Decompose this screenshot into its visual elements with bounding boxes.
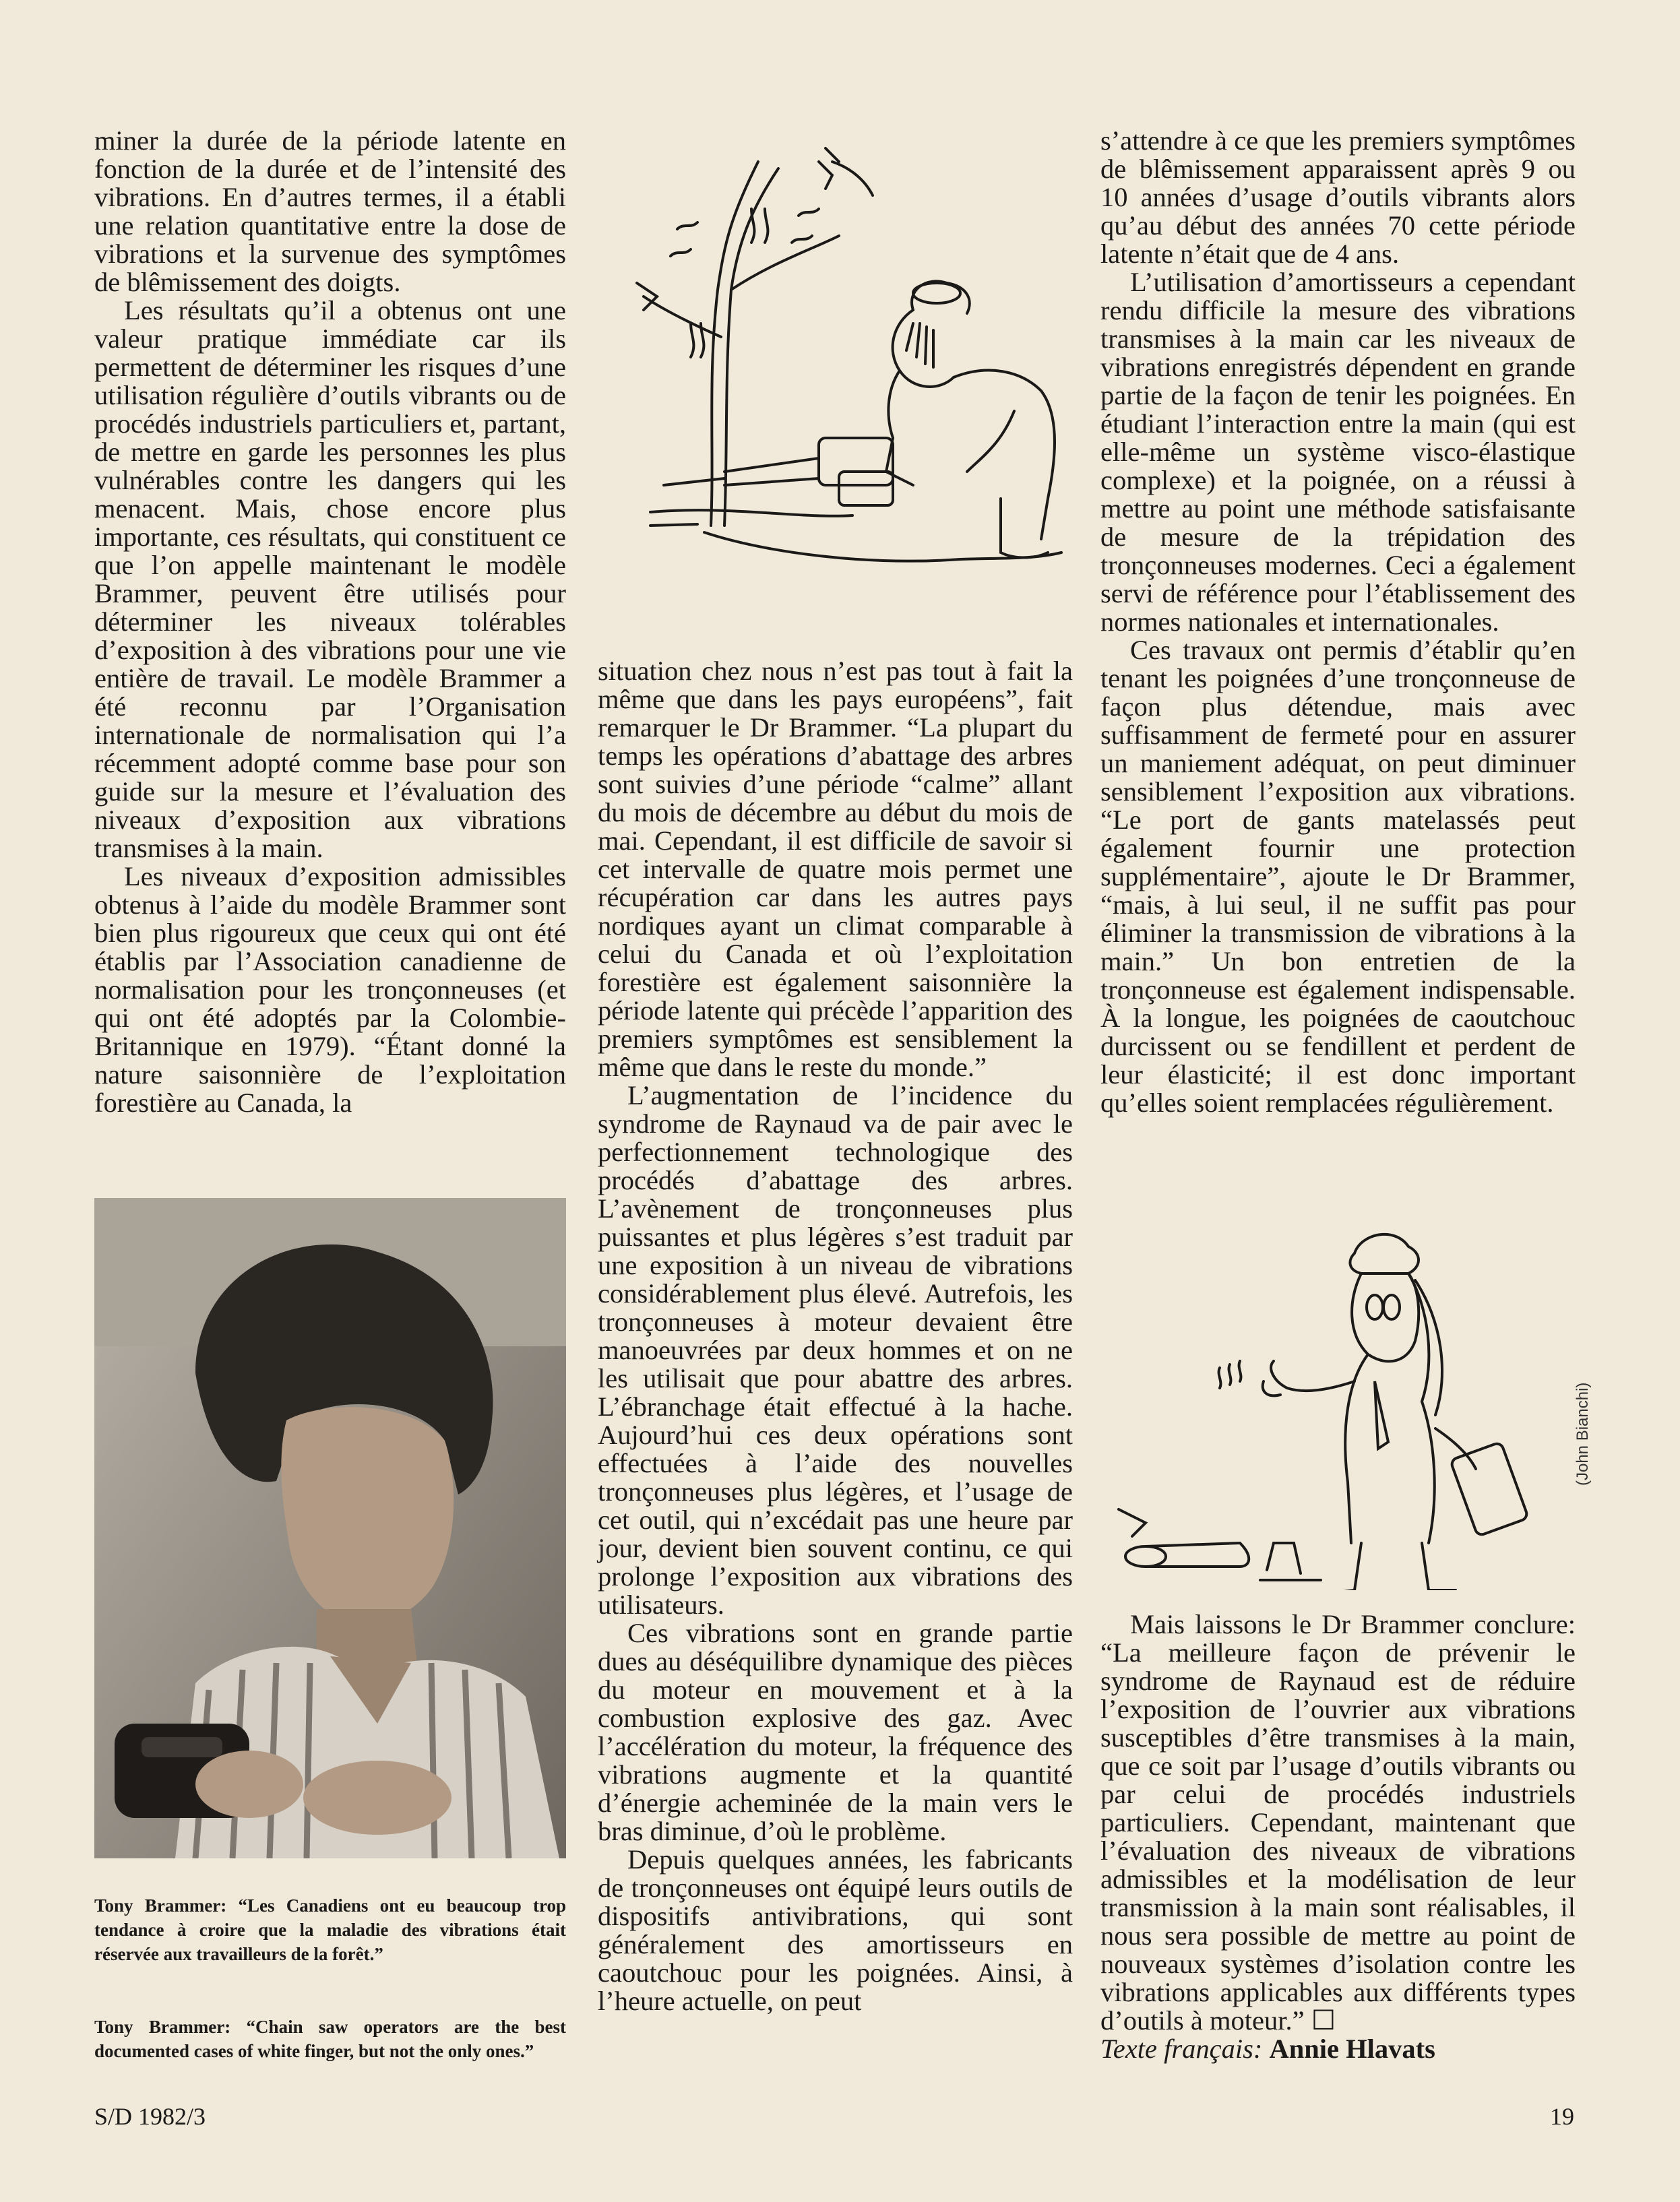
paragraph: s’attendre à ce que les premiers symptômes de blêmissement apparaissent après 9 ou 10 années d’usage d’outils vibrants alors qu’au début des années 70 cette période latente n’était que de 4 ans. [1100, 125, 1576, 269]
illustration-credit: (John Bianchi) [1574, 1382, 1592, 1486]
paragraph: L’augmentation de l’incidence du syndrome de Raynaud va de pair avec le perfectionnement technologique des procédés d’abattage des arbres. L’avènement de tronçonneuses plus puissantes et plus légères s’est traduit par une exposition à un niveau de vibrations considérablement plus élevé. Autrefois, les tronçonneuses à moteur devaient être manoeuvrées par deux hommes et on ne les utilisait que pour abattre des arbres. L’ébranchage était effectué à la hache. Aujourd’hui ces deux opérations sont effectuées à l’aide des nouvelles tronçonneuses plus légères, et l’usage de cet outil, qui n’excédait pas une heure par jour, devient bien souvent continu, ce qui prolonge l’exposition aux vibrations des utilisateurs. [598, 1080, 1073, 1620]
paragraph: situation chez nous n’est pas tout à fait la même que dans les pays européens”, fait remarquer le Dr Brammer. “La plupart du temps les opérations d’abattage des arbres sont suivies d’une période “calme” allant du mois de décembre au début du mois de mai. Cependant, il est difficile de savoir si cet intervalle de quatre mois permet une récupération car dans les autres pays nordiques ayant un climat comparable à celui du Canada et où l’exploitation forestière est également saisonnière la période latente qui précède l’apparition des premiers symptômes est sensiblement la même que dans le reste du monde.” [598, 656, 1073, 1082]
translator-name: Annie Hlavats [1269, 2034, 1435, 2064]
tony-brammer-photo [94, 1198, 566, 1858]
column-3 [1100, 127, 1576, 1117]
translation-credit [1100, 2035, 1576, 2063]
photo-caption-english: Tony Brammer: “Chain saw operators are the best documented cases of white finger, but not the only ones.” [94, 2017, 566, 2061]
photo-caption-french: Tony Brammer: “Les Canadiens ont eu beaucoup trop tendance à croire que la maladie des vibrations était réservée aux travailleurs de la forêt.” [94, 1895, 566, 1964]
paragraph: Les niveaux d’exposition admissibles obtenus à l’aide du modèle Brammer sont bien plus rigoureux que ceux qui ont été établis par l’Association canadienne de normalisation pour les tronçonneuses (et qui ont été adoptés par la Colombie-Britannique en 1979). “Étant donné la nature saisonnière de l’exploitation forestière au Canada, la [94, 861, 566, 1118]
column-1 [94, 127, 566, 1117]
column-3-conclusion [1100, 1610, 1576, 2063]
paragraph: L’utilisation d’amortisseurs a cependant rendu difficile la mesure des vibrations transmises à la main car les niveaux de vibrations enregistrés dépendent en grande partie de la façon de tenir les poignées. En étudiant l’interaction entre la main (qui est elle-même un système visco-élastique complexe) et la poignée, on a réussi à mettre au point une méthode satisfaisante de mesure de la trépidation des tronçonneuses modernes. Ceci a également servi de référence pour l’établissement des normes nationales et internationales. [1100, 267, 1576, 637]
column-2 [598, 657, 1073, 2015]
page-number: 19 [1550, 2103, 1574, 2130]
paragraph: Les résultats qu’il a obtenus ont une valeur pratique immédiate car ils permettent de déterminer les risques d’une utilisation régulière d’outils vibrants ou de procédés industriels particuliers et, partant, de mettre en garde les personnes les plus vulnérables contre les dangers qui les menacent. Mais, chose encore plus importante, ces résultats, qui constituent ce que l’on appelle maintenant le modèle Brammer, peuvent être utilisés pour déterminer les niveaux tolérables d’exposition à des vibrations pour une vie entière de travail. Le modèle Brammer a été reconnu par l’Organisation internationale de normalisation qui l’a récemment adopté comme base pour son guide sur la mesure et l’évaluation des niveaux d’exposition aux vibrations transmises à la main. [94, 295, 566, 863]
paragraph: miner la durée de la période latente en fonction de la durée et de l’intensité des vibrations. En d’autres termes, il a établi une relation quantitative entre la dose de vibrations et la survenue des symptômes de blêmissement des doigts. [94, 125, 566, 297]
paragraph: Mais laissons le Dr Brammer conclure: “La meilleure façon de prévenir le syndrome de Raynaud est de réduire l’exposition de l’ouvrier aux vibrations susceptibles d’être transmises à la main, que ce soit par l’usage d’outils vibrants ou par celui de procédés industriels particuliers. Cependant, maintenant que l’évaluation des niveaux de vibrations admissibles et la modélisation de leur transmission à la main sont réalisables, il nous sera possible de mettre au point de nouveaux systèmes d’isolation contre les vibrations applicables aux différents types d’outils à moteur.” ☐ [1100, 1609, 1576, 2036]
paragraph: Depuis quelques années, les fabricants de tronçonneuses ont équipé leurs outils de dispositifs antivibrations, qui sont généralement des amortisseurs en caoutchouc pour les poignées. Ainsi, à l’heure actuelle, on peut [598, 1844, 1073, 2016]
translation-label: Texte français: [1100, 2034, 1263, 2064]
cartoon-lumberjack-illustration [596, 121, 1071, 593]
publication-issue: S/D 1982/3 [94, 2103, 206, 2130]
paragraph: Ces travaux ont permis d’établir qu’en tenant les poignées d’une tronçonneuse de façon plus détendue, mais avec suffisamment de fermeté pour en assurer un maniement adéquat, on peut diminuer sensiblement l’exposition aux vibrations. “Le port de gants matelassés peut également fournir une protection supplémentaire”, ajoute le Dr Brammer, “mais, à lui seul, il ne suffit pas pour éliminer la transmission de vibrations à la main.” Un bon entretien de la tronçonneuse est également indispensable. À la longue, les poignées de caoutchouc durcissent ou se fendillent et perdent de leur élasticité; il est donc important qu’elles soient remplacées régulièrement. [1100, 635, 1576, 1118]
paragraph: Ces vibrations sont en grande partie dues au déséquilibre dynamique des pièces du moteur en mouvement et à la combustion explosive des gaz. Avec l’accélération du moteur, la fréquence des vibrations augmente et la quantité d’énergie acheminée de la main vers le bras diminue, d’où le problème. [598, 1618, 1073, 1846]
cartoon-shaking-man-illustration [1105, 1226, 1570, 1590]
